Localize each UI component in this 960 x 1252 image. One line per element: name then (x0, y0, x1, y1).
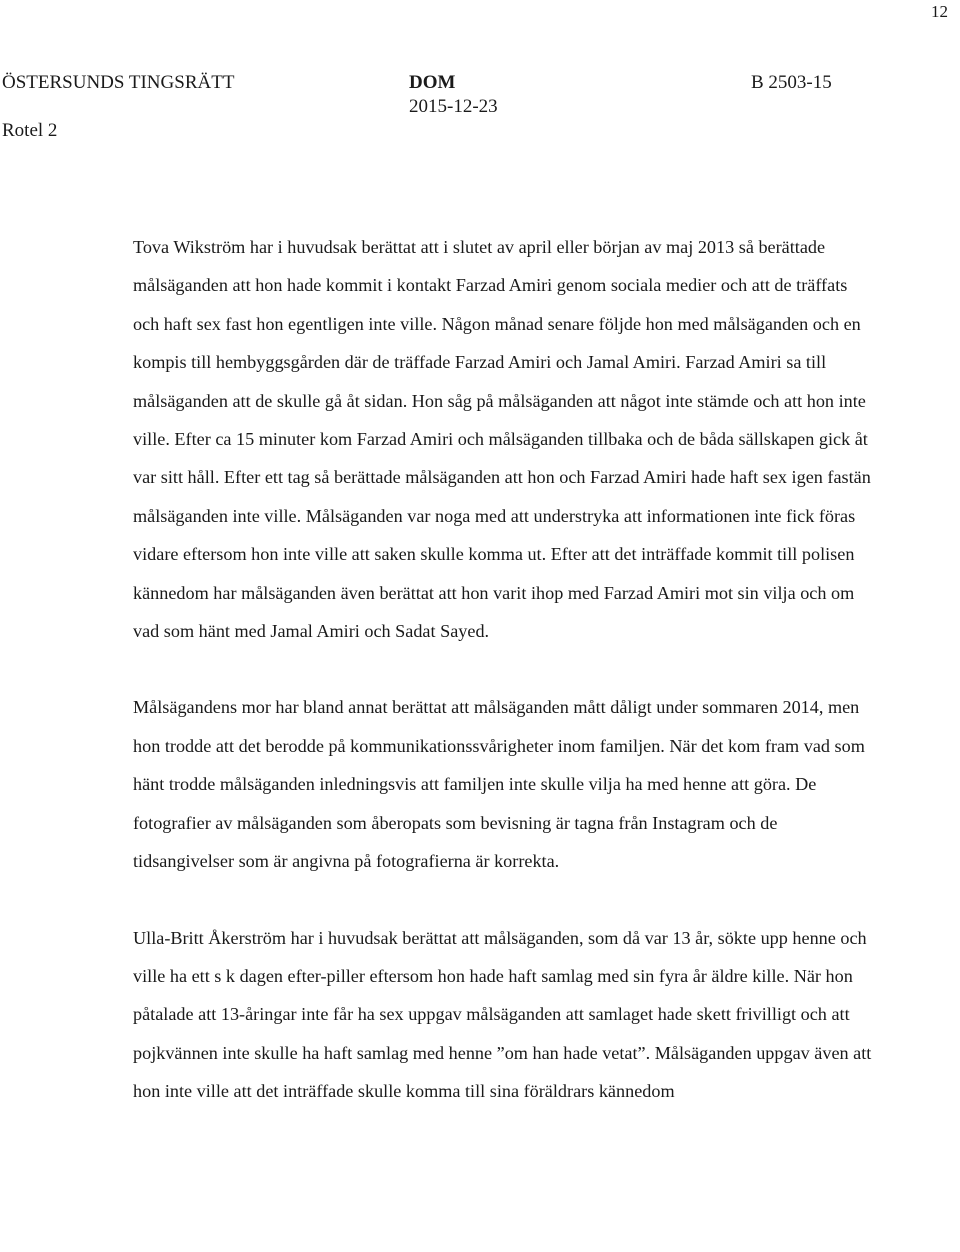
paragraph-tova-wikstrom: Tova Wikström har i huvudsak berättat att i slutet av april eller början av maj 2013 så berättade målsäganden att hon hade kommit i kontakt Farzad Amiri genom sociala medier och att de träffats och haft sex fast hon egentligen inte ville. Någon månad senare följde hon med målsäganden och en kompis till hembyggsgården där de träffade Farzad Amiri och Jamal Amiri. Farzad Amiri sa till målsäganden att de skulle gå åt sidan. Hon såg på målsäganden att något inte stämde och att hon inte ville. Efter ca 15 minuter kom Farzad Amiri och målsäganden tillbaka och de båda sällskapen gick åt var sitt håll. Efter ett tag så berättade målsäganden att hon och Farzad Amiri hade haft sex igen fastän målsäganden inte ville. Målsäganden var noga med att understryka att informationen inte fick föras vidare eftersom hon inte ville att saken skulle komma ut. Efter att det inträffade kommit till polisen kännedom har målsäganden även berättat att hon varit ihop med Farzad Amiri mot sin vilja och om vad som hänt med Jamal Amiri och Sadat Sayed. (133, 237, 871, 642)
paragraph-mother-testimony: Målsägandens mor har bland annat berättat att målsäganden mått dåligt under sommaren 2014, men hon trodde att det berodde på kommunikationssvårigheter inom familjen. När det kom fram vad som hänt trodde målsäganden inledningsvis att familjen inte skulle vilja ha med henne att göra. De fotografier av målsäganden som åberopats som bevisning är tagna från Instagram och de tidsangivelser som är angivna på fotografierna är korrekta. (133, 697, 865, 872)
document-body (133, 228, 873, 1149)
document-date: 2015-12-23 (409, 96, 498, 117)
division-name: Rotel 2 (2, 120, 58, 141)
court-name: ÖSTERSUNDS TINGSRÄTT (2, 72, 235, 93)
paragraph-ulla-britt-akerstrom: Ulla-Britt Åkerström har i huvudsak berättat att målsäganden, som då var 13 år, sökte upp henne och ville ha ett s k dagen efter-piller eftersom hon hade haft samlag med sin fyra år äldre kille. När hon påtalade att 13-åringar inte får ha sex uppgav målsäganden att samlaget hade skett frivilligt och att pojkvännen inte skulle ha haft samlag med henne ”om han hade vetat”. Målsäganden uppgav även att hon inte ville att det inträffade skulle komma till sina föräldrars kännedom (133, 927, 872, 1102)
document-type: DOM (409, 72, 456, 93)
case-number: B 2503-15 (751, 72, 832, 93)
page-number: 12 (931, 2, 948, 21)
